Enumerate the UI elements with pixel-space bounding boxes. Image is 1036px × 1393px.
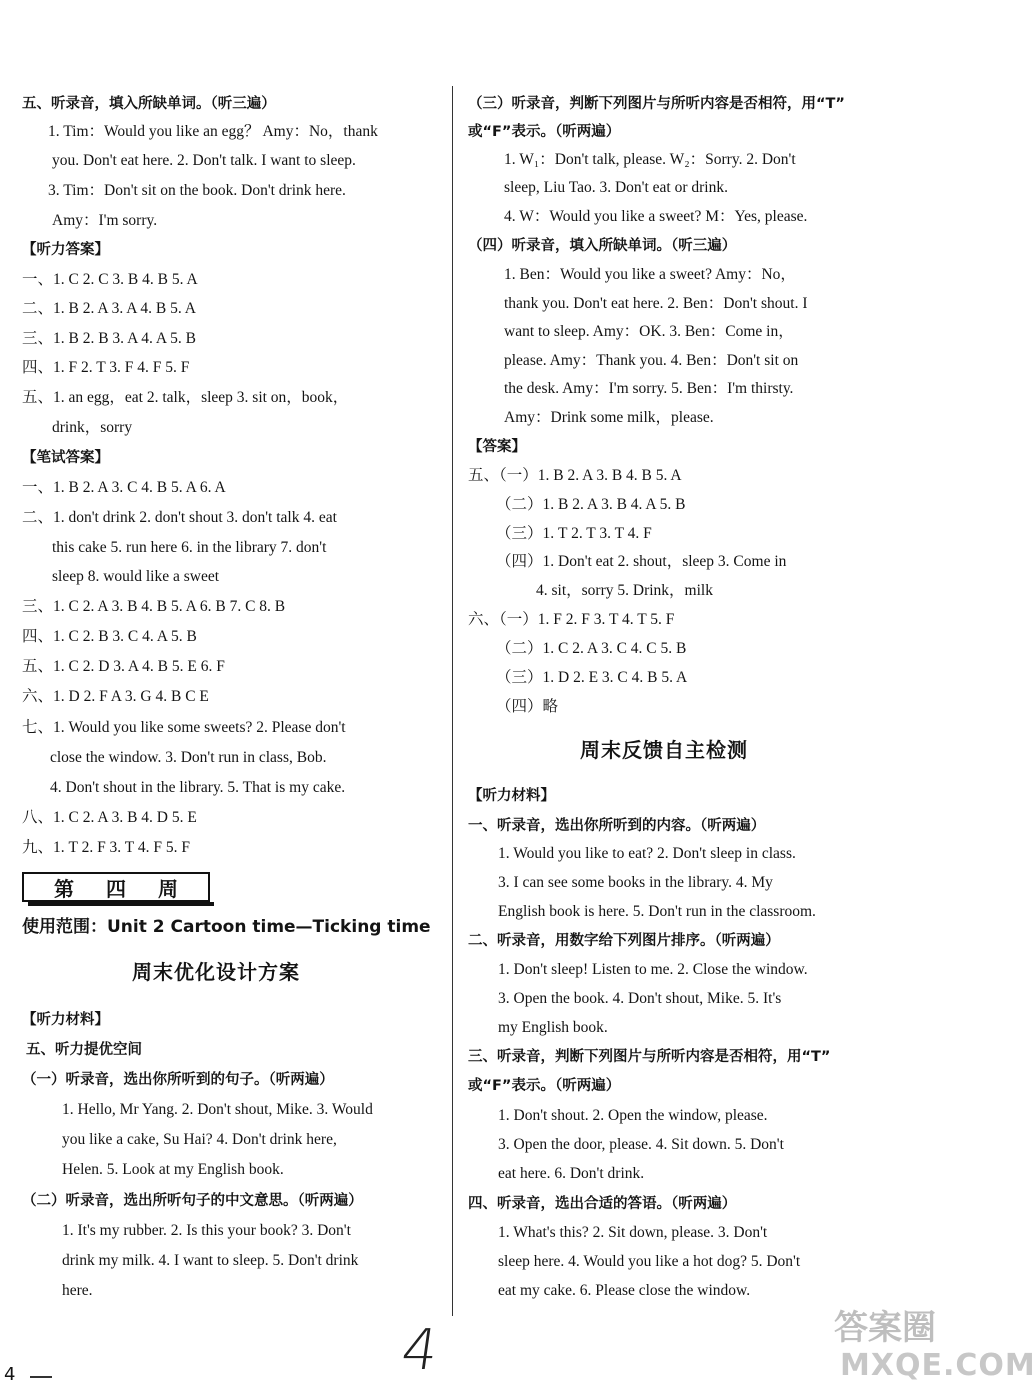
- text-line: 3. I can see some books in the library. 4. My: [498, 874, 773, 891]
- answer-line: 五、（一）1. B 2. A 3. B 4. B 5. A: [468, 467, 682, 484]
- answer-line: this cake 5. run here 6. in the library 7. don't: [52, 539, 327, 556]
- answer-line: 六、（一）1. F 2. F 3. T 4. T 5. F: [468, 611, 675, 628]
- answer-line: 二、1. don't drink 2. don't shout 3. don't talk 4. eat: [22, 509, 337, 526]
- answer-line: 一、1. B 2. A 3. C 4. B 5. A 6. A: [22, 479, 226, 496]
- text-line: here.: [62, 1282, 93, 1299]
- section-heading: 五、听录音，填入所缺单词。（听三遍）: [22, 96, 276, 112]
- answer-line: （二）1. B 2. A 3. B 4. A 5. B: [496, 496, 686, 513]
- section-heading: 三、听录音，判断下列图片与所听内容是否相符，用“T”: [468, 1049, 831, 1065]
- text-line: my English book.: [498, 1019, 608, 1036]
- answer-line: （四）略: [496, 698, 559, 715]
- text-line: 1. Don't sleep! Listen to me. 2. Close the window.: [498, 961, 808, 978]
- material-heading: 【听力材料】: [468, 788, 555, 804]
- answer-line: 五、1. C 2. D 3. A 4. B 5. E 6. F: [22, 658, 225, 675]
- answer-line: 四、1. C 2. B 3. C 4. A 5. B: [22, 628, 197, 645]
- section-title: 周末优化设计方案: [132, 960, 300, 984]
- answer-line: 六、1. D 2. F A 3. G 4. B C E: [22, 688, 209, 705]
- week-char: 四: [106, 876, 126, 901]
- text-line: the desk. Amy：I'm sorry. 5. Ben：I'm thirsty.: [504, 380, 794, 397]
- answer-line: 三、1. C 2. A 3. B 4. B 5. A 6. B 7. C 8. B: [22, 598, 286, 615]
- column-divider: [452, 86, 453, 1316]
- text-line: sleep here. 4. Would you like a hot dog? 5. Don't: [498, 1253, 801, 1270]
- answer-line: 九、1. T 2. F 3. T 4. F 5. F: [22, 839, 190, 856]
- answer-line: 七、1. Would you like some sweets? 2. Please don't: [22, 719, 346, 736]
- answer-line: （三）1. T 2. T 3. T 4. F: [496, 525, 652, 542]
- material-heading: 【听力材料】: [22, 1012, 109, 1028]
- text-line: Amy：I'm sorry.: [52, 212, 158, 229]
- answer-line: 八、1. C 2. A 3. B 4. D 5. E: [22, 809, 197, 826]
- answer-heading: 【答案】: [468, 439, 526, 455]
- text-line: eat my cake. 6. Please close the window.: [498, 1282, 751, 1299]
- page-number: 4: [4, 1364, 16, 1385]
- section-heading: 五、听力提优空间: [26, 1042, 142, 1058]
- watermark-logo: [830, 1300, 1036, 1393]
- text-line: drink my milk. 4. I want to sleep. 5. Don't drink: [62, 1252, 359, 1269]
- answer-line: 二、1. B 2. A 3. A 4. B 5. A: [22, 300, 196, 317]
- answer-line: sleep 8. would like a sweet: [52, 568, 220, 585]
- answer-line: 三、1. B 2. B 3. A 4. A 5. B: [22, 330, 196, 347]
- week-char: 第: [54, 876, 74, 901]
- usage-range: 使用范围：Unit 2 Cartoon time—Ticking time: [22, 917, 431, 937]
- text-line: 1. W₁：Don't talk, please. W₂：Sorry. 2. Don't: [504, 151, 796, 168]
- subsection-heading: 或“F”表示。（听两遍）: [468, 124, 621, 140]
- handwritten-page-number: 4: [397, 1318, 443, 1383]
- answer-line: 五、1. an egg，eat 2. talk，sleep 3. sit on，book，: [22, 389, 349, 406]
- text-line: English book is here. 5. Don't run in the classroom.: [498, 903, 816, 920]
- section-heading: 四、听录音，选出合适的答语。（听两遍）: [468, 1196, 737, 1212]
- text-line: please. Amy：Thank you. 4. Ben：Don't sit on: [504, 352, 799, 369]
- text-line: 3. Tim：Don't sit on the book. Don't drink here.: [48, 182, 346, 199]
- subsection-heading: （二）听录音，选出所听句子的中文意思。（听两遍）: [22, 1193, 363, 1209]
- subsection-heading: （三）听录音，判断下列图片与所听内容是否相符，用“T”: [468, 96, 845, 112]
- subsection-heading: （四）听录音，填入所缺单词。（听三遍）: [468, 238, 737, 254]
- text-line: 3. Open the book. 4. Don't shout, Mike. 5. It's: [498, 990, 782, 1007]
- text-line: you like a cake, Su Hai? 4. Don't drink here,: [62, 1131, 337, 1148]
- section-heading: 或“F”表示。（听两遍）: [468, 1078, 621, 1094]
- text-line: 1. Don't shout. 2. Open the window, please.: [498, 1107, 768, 1124]
- answer-line: 4. sit，sorry 5. Drink，milk: [536, 582, 713, 599]
- text-line: 1. Would you like to eat? 2. Don't sleep in class.: [498, 845, 796, 862]
- text-line: 1. What's this? 2. Sit down, please. 3. Don't: [498, 1224, 768, 1241]
- page-number-dash: [30, 1376, 52, 1378]
- text-line: 3. Open the door, please. 4. Sit down. 5. Don't: [498, 1136, 784, 1153]
- watermark-text: 答案圈: [834, 1308, 936, 1348]
- text-line: Amy：Drink some milk，please.: [504, 409, 714, 426]
- text-line: 1. Ben：Would you like a sweet? Amy：No，: [504, 266, 796, 283]
- answer-line: 四、1. F 2. T 3. F 4. F 5. F: [22, 359, 190, 376]
- week-char: 周: [158, 876, 178, 901]
- text-line: you. Don't eat here. 2. Don't talk. I want to sleep.: [52, 152, 356, 169]
- watermark-url: MXQE.COM: [840, 1348, 1036, 1383]
- text-line: thank you. Don't eat here. 2. Ben：Don't shout. I: [504, 295, 808, 312]
- answer-line: close the window. 3. Don't run in class, Bob.: [50, 749, 327, 766]
- subsection-heading: （一）听录音，选出你所听到的句子。（听两遍）: [22, 1072, 334, 1088]
- text-line: eat here. 6. Don't drink.: [498, 1165, 645, 1182]
- text-line: want to sleep. Amy：OK. 3. Ben：Come in，: [504, 323, 794, 340]
- week-banner: [22, 872, 210, 902]
- text-line: 1. It's my rubber. 2. Is this your book? 3. Don't: [62, 1222, 351, 1239]
- text-line: 1. Hello, Mr Yang. 2. Don't shout, Mike. 3. Would: [62, 1101, 373, 1118]
- section-title: 周末反馈自主检测: [580, 738, 748, 762]
- answer-line: （二）1. C 2. A 3. C 4. C 5. B: [496, 640, 687, 657]
- answer-line: 一、1. C 2. C 3. B 4. B 5. A: [22, 271, 198, 288]
- answer-line: （四）1. Don't eat 2. shout，sleep 3. Come in: [496, 553, 787, 570]
- section-heading: 一、听录音，选出你所听到的内容。（听两遍）: [468, 818, 766, 834]
- text-line: 1. Tim：Would you like an egg？ Amy：No，thank: [48, 123, 378, 140]
- answer-line: 4. Don't shout in the library. 5. That is my cake.: [50, 779, 346, 796]
- section-heading: 二、听录音，用数字给下列图片排序。（听两遍）: [468, 933, 780, 949]
- answer-line: drink，sorry: [52, 419, 133, 436]
- text-line: 4. W：Would you like a sweet? M：Yes, please.: [504, 208, 808, 225]
- text-line: Helen. 5. Look at my English book.: [62, 1161, 284, 1178]
- answer-line: （三）1. D 2. E 3. C 4. B 5. A: [496, 669, 688, 686]
- answer-heading: 【听力答案】: [22, 242, 109, 258]
- text-line: sleep, Liu Tao. 3. Don't eat or drink.: [504, 179, 728, 196]
- answer-heading: 【笔试答案】: [22, 450, 109, 466]
